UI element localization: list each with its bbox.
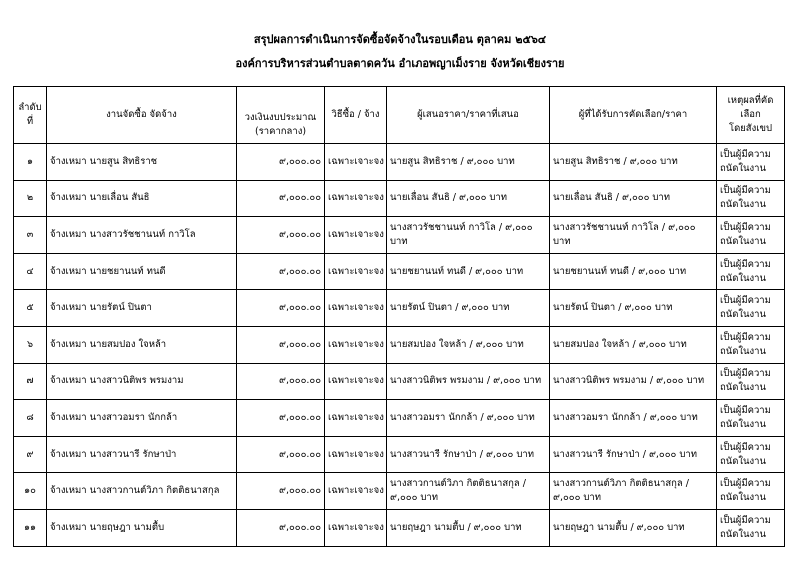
cell-offer: นางสาวรัชชานนท์ กาวิโล / ๙,๐๐๐ บาท [387, 217, 550, 254]
cell-reason: เป็นผู้มีความถนัดในงาน [717, 290, 785, 327]
cell-winner: นางสาวรัชชานนท์ กาวิโล / ๙,๐๐๐ บาท [550, 217, 717, 254]
col-header-no [14, 87, 47, 144]
cell-method: เฉพาะเจาะจง [325, 290, 387, 327]
cell-budget: ๙,๐๐๐.๐๐ [237, 326, 325, 363]
col-header-reason-line2: โดยสังเขป [728, 123, 773, 134]
table-header-row [14, 87, 785, 144]
cell-offer: นางสาวกานต์วิภา กิตติธนาสกุล / ๙,๐๐๐ บาท [387, 473, 550, 510]
cell-no: ๓ [14, 217, 47, 254]
cell-winner: นางสาวกานต์วิภา กิตติธนาสกุล / ๙,๐๐๐ บาท [550, 473, 717, 510]
procurement-table [13, 86, 785, 547]
cell-reason: เป็นผู้มีความถนัดในงาน [717, 509, 785, 546]
cell-winner: นายรัตน์ ปินตา / ๙,๐๐๐ บาท [550, 290, 717, 327]
cell-method: เฉพาะเจาะจง [325, 363, 387, 400]
cell-method: เฉพาะเจาะจง [325, 436, 387, 473]
table-row [14, 144, 785, 181]
cell-winner: นายสูน สิทธิราช / ๙,๐๐๐ บาท [550, 144, 717, 181]
cell-no: ๘ [14, 400, 47, 437]
table-row [14, 436, 785, 473]
col-header-reason-line1: เหตุผลที่คัดเลือก [727, 95, 774, 120]
cell-reason: เป็นผู้มีความถนัดในงาน [717, 253, 785, 290]
cell-name: จ้างเหมา นางสาวนิติพร พรมงาม [47, 363, 237, 400]
cell-no: ๑๑ [14, 509, 47, 546]
cell-offer: นายฤษฎา นามตื้บ / ๙,๐๐๐ บาท [387, 509, 550, 546]
cell-budget: ๙,๐๐๐.๐๐ [237, 217, 325, 254]
cell-name: จ้างเหมา นางสาวอมรา นักกล้า [47, 400, 237, 437]
cell-budget: ๙,๐๐๐.๐๐ [237, 473, 325, 510]
cell-name: จ้างเหมา นายเลื่อน สันธิ [47, 180, 237, 217]
cell-name: จ้างเหมา นายฤษฎา นามตื้บ [47, 509, 237, 546]
cell-no: ๔ [14, 253, 47, 290]
cell-budget: ๙,๐๐๐.๐๐ [237, 509, 325, 546]
cell-method: เฉพาะเจาะจง [325, 217, 387, 254]
col-header-no-line2: ที่ [26, 116, 34, 127]
cell-reason: เป็นผู้มีความถนัดในงาน [717, 400, 785, 437]
cell-method: เฉพาะเจาะจง [325, 144, 387, 181]
cell-name: จ้างเหมา นายสูน สิทธิราช [47, 144, 237, 181]
col-header-name: งานจัดซื้อ จัดจ้าง [47, 87, 237, 144]
cell-reason: เป็นผู้มีความถนัดในงาน [717, 326, 785, 363]
cell-no: ๑ [14, 144, 47, 181]
cell-reason: เป็นผู้มีความถนัดในงาน [717, 363, 785, 400]
table-row [14, 509, 785, 546]
cell-offer: นางสาวอมรา นักกล้า / ๙,๐๐๐ บาท [387, 400, 550, 437]
col-header-reason [717, 87, 785, 144]
cell-no: ๗ [14, 363, 47, 400]
cell-offer: นายชยานนท์ ทนดี / ๙,๐๐๐ บาท [387, 253, 550, 290]
table-row [14, 217, 785, 254]
cell-method: เฉพาะเจาะจง [325, 473, 387, 510]
col-header-budget-line2: (ราคากลาง) [254, 126, 307, 137]
table-row [14, 253, 785, 290]
cell-method: เฉพาะเจาะจง [325, 509, 387, 546]
cell-method: เฉพาะเจาะจง [325, 400, 387, 437]
document-title: สรุปผลการดำเนินการจัดซื้อจัดจ้างในรอบเดือน ตุลาคม ๒๕๖๔ [253, 33, 547, 46]
cell-no: ๑๐ [14, 473, 47, 510]
col-header-method: วิธีซื้อ / จ้าง [325, 87, 387, 144]
cell-budget: ๙,๐๐๐.๐๐ [237, 436, 325, 473]
table-row [14, 180, 785, 217]
cell-name: จ้างเหมา นายสมปอง ใจหล้า [47, 326, 237, 363]
cell-budget: ๙,๐๐๐.๐๐ [237, 363, 325, 400]
document-subtitle: องค์การบริหารส่วนตำบลตาดควัน อำเภอพญาเม็งราย จังหวัดเชียงราย [235, 57, 565, 70]
cell-budget: ๙,๐๐๐.๐๐ [237, 253, 325, 290]
cell-winner: นายเลื่อน สันธิ / ๙,๐๐๐ บาท [550, 180, 717, 217]
cell-method: เฉพาะเจาะจง [325, 180, 387, 217]
cell-reason: เป็นผู้มีความถนัดในงาน [717, 144, 785, 181]
table-row [14, 363, 785, 400]
cell-no: ๕ [14, 290, 47, 327]
cell-winner: นายสมปอง ใจหล้า / ๙,๐๐๐ บาท [550, 326, 717, 363]
cell-winner: นายฤษฎา นามตื้บ / ๙,๐๐๐ บาท [550, 509, 717, 546]
cell-offer: นางสาวนารี รักษาป่า / ๙,๐๐๐ บาท [387, 436, 550, 473]
cell-winner: นางสาวนารี รักษาป่า / ๙,๐๐๐ บาท [550, 436, 717, 473]
cell-budget: ๙,๐๐๐.๐๐ [237, 180, 325, 217]
table-row [14, 400, 785, 437]
cell-reason: เป็นผู้มีความถนัดในงาน [717, 180, 785, 217]
cell-name: จ้างเหมา นายชยานนท์ ทนดี [47, 253, 237, 290]
table-row [14, 473, 785, 510]
cell-name: จ้างเหมา นางสาวนารี รักษาป่า [47, 436, 237, 473]
cell-offer: นายสูน สิทธิราช / ๙,๐๐๐ บาท [387, 144, 550, 181]
cell-offer: นายสมปอง ใจหล้า / ๙,๐๐๐ บาท [387, 326, 550, 363]
cell-budget: ๙,๐๐๐.๐๐ [237, 290, 325, 327]
cell-name: จ้างเหมา นางสาวกานต์วิภา กิตติธนาสกุล [47, 473, 237, 510]
col-header-no-line1: ลำดับ [18, 102, 42, 113]
cell-method: เฉพาะเจาะจง [325, 326, 387, 363]
cell-winner: นางสาวนิติพร พรมงาม / ๙,๐๐๐ บาท [550, 363, 717, 400]
cell-method: เฉพาะเจาะจง [325, 253, 387, 290]
cell-offer: นายเลื่อน สันธิ / ๙,๐๐๐ บาท [387, 180, 550, 217]
cell-offer: นายรัตน์ ปินตา / ๙,๐๐๐ บาท [387, 290, 550, 327]
cell-budget: ๙,๐๐๐.๐๐ [237, 400, 325, 437]
cell-no: ๒ [14, 180, 47, 217]
table-row [14, 290, 785, 327]
cell-winner: นางสาวอมรา นักกล้า / ๙,๐๐๐ บาท [550, 400, 717, 437]
table-row [14, 326, 785, 363]
cell-no: ๖ [14, 326, 47, 363]
cell-winner: นายชยานนท์ ทนดี / ๙,๐๐๐ บาท [550, 253, 717, 290]
col-header-offer: ผู้เสนอราคา/ราคาที่เสนอ [387, 87, 550, 144]
cell-name: จ้างเหมา นางสาวรัชชานนท์ กาวิโล [47, 217, 237, 254]
cell-name: จ้างเหมา นายรัตน์ ปินตา [47, 290, 237, 327]
cell-no: ๙ [14, 436, 47, 473]
col-header-budget [237, 87, 325, 144]
cell-reason: เป็นผู้มีความถนัดในงาน [717, 436, 785, 473]
cell-budget: ๙,๐๐๐.๐๐ [237, 144, 325, 181]
col-header-winner: ผู้ที่ได้รับการคัดเลือก/ราคา [550, 87, 717, 144]
cell-reason: เป็นผู้มีความถนัดในงาน [717, 473, 785, 510]
cell-reason: เป็นผู้มีความถนัดในงาน [717, 217, 785, 254]
col-header-budget-line1: วงเงินงบประมาณ [244, 112, 317, 123]
cell-offer: นางสาวนิติพร พรมงาม / ๙,๐๐๐ บาท [387, 363, 550, 400]
